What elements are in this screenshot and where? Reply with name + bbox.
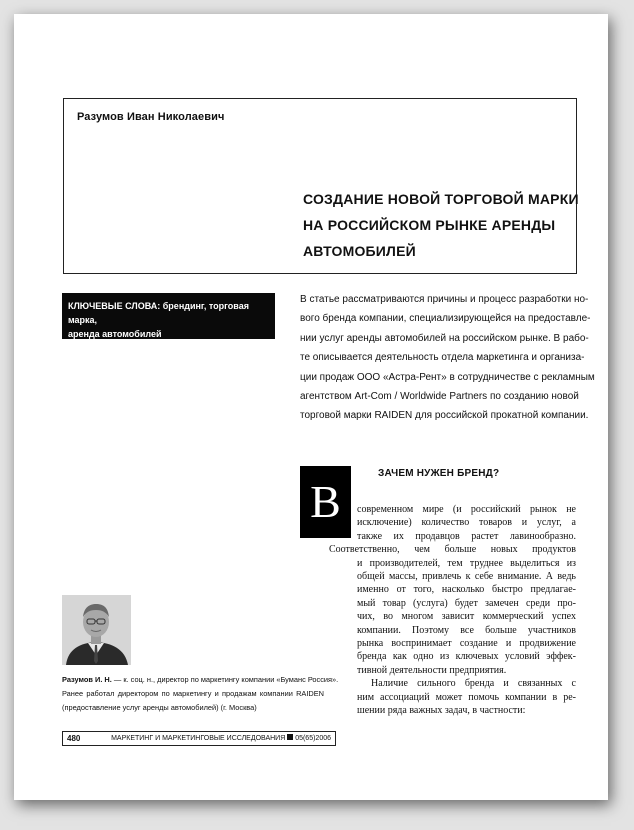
body-text	[329, 503, 576, 718]
page-footer	[62, 731, 336, 746]
keywords-line: КЛЮЧЕВЫЕ СЛОВА: брендинг, торговая марка,	[68, 301, 249, 325]
author-bio	[62, 673, 339, 716]
body-line: именно от того, насколько быстро предлагае-	[357, 584, 576, 596]
issue-number: 05(65)2006	[295, 735, 331, 742]
title-line: СОЗДАНИЕ НОВОЙ ТОРГОВОЙ МАРКИ	[303, 191, 579, 207]
body-line: исключение) количество товаров и услуг, а	[357, 517, 576, 529]
body-line: современном мире (и российский рынок не	[357, 504, 576, 515]
abstract-line: В статье рассматриваются причины и процесс разработки но-	[300, 294, 589, 305]
abstract-line: ции продаж ООО «Астра-Рент» в сотрудничестве с рекламным	[300, 371, 595, 383]
body-line: и производителей, тем труднее выделиться из	[357, 557, 576, 569]
abstract-line: торговой марки RAIDEN для российской прокатной компании.	[300, 410, 589, 422]
body-line: бренда как одно из ключевых условий эффек-	[357, 651, 576, 663]
section-heading: ЗАЧЕМ НУЖЕН БРЕНД?	[378, 468, 500, 479]
body-line: общей массы, привлечь к себе внимание. А ведь	[357, 571, 576, 583]
author-portrait-icon	[62, 595, 131, 665]
drop-cap: В	[300, 466, 351, 538]
abstract	[300, 290, 595, 426]
bio-line: (предоставление услуг аренды автомобилей) (г. Москва)	[62, 703, 257, 713]
journal-title: МАРКЕТИНГ И МАРКЕТИНГОВЫЕ ИССЛЕДОВАНИЯ	[111, 735, 286, 742]
body-line: чих, во многом зависит коммерческий успех	[357, 611, 576, 623]
body-line: рынка воспринимает создание и продвижение	[357, 638, 576, 650]
body-line: Наличие сильного бренда и связанных с	[371, 678, 576, 690]
body-line: тивной деятельности предприятия.	[357, 664, 507, 676]
journal-name	[111, 732, 331, 745]
title-box	[63, 98, 577, 274]
body-line: также их продавцов растет лавинообразно.	[357, 530, 576, 542]
body-line: компании. Поэтому все больше участников	[357, 624, 576, 636]
abstract-line: нии услуг аренды автомобилей на российском рынке. В рабо-	[300, 332, 589, 344]
abstract-line: агентством Art-Com / Worldwide Partners по созданию новой	[300, 391, 579, 403]
keywords-line: аренда автомобилей	[68, 329, 162, 339]
author-name: Разумов Иван Николаевич	[77, 111, 225, 123]
bio-line	[62, 673, 339, 687]
keywords-box	[62, 293, 275, 339]
body-line: ним ассоциаций может помочь компании в ре-	[357, 691, 576, 703]
body-line: шении ряда важных задач, в частности:	[357, 705, 526, 717]
author-photo	[62, 595, 131, 665]
body-line: мый товар (услуга) будет замечен среди про-	[357, 597, 576, 609]
abstract-line: вого бренда компании, специализирующейся на предоставле-	[300, 313, 591, 325]
abstract-line: те описывается деятельность отдела маркетинга и организа-	[300, 352, 585, 364]
title-line: НА РОССИЙСКОМ РЫНКЕ АРЕНДЫ	[303, 217, 556, 233]
title-line: АВТОМОБИЛЕЙ	[303, 243, 416, 259]
square-icon	[287, 734, 293, 740]
page-number: 480	[67, 734, 81, 743]
bio-text: — к. соц. н., директор по маркетингу компании «Буманс Россия».	[111, 675, 339, 684]
article-page	[14, 14, 608, 800]
bio-name: Разумов И. Н.	[62, 675, 112, 684]
bio-line: Ранее работал директором по маркетингу и продажам компании RAIDEN	[62, 689, 324, 699]
body-line: Соответственно, чем больше новых продуктов	[329, 544, 576, 556]
article-title	[303, 186, 579, 264]
